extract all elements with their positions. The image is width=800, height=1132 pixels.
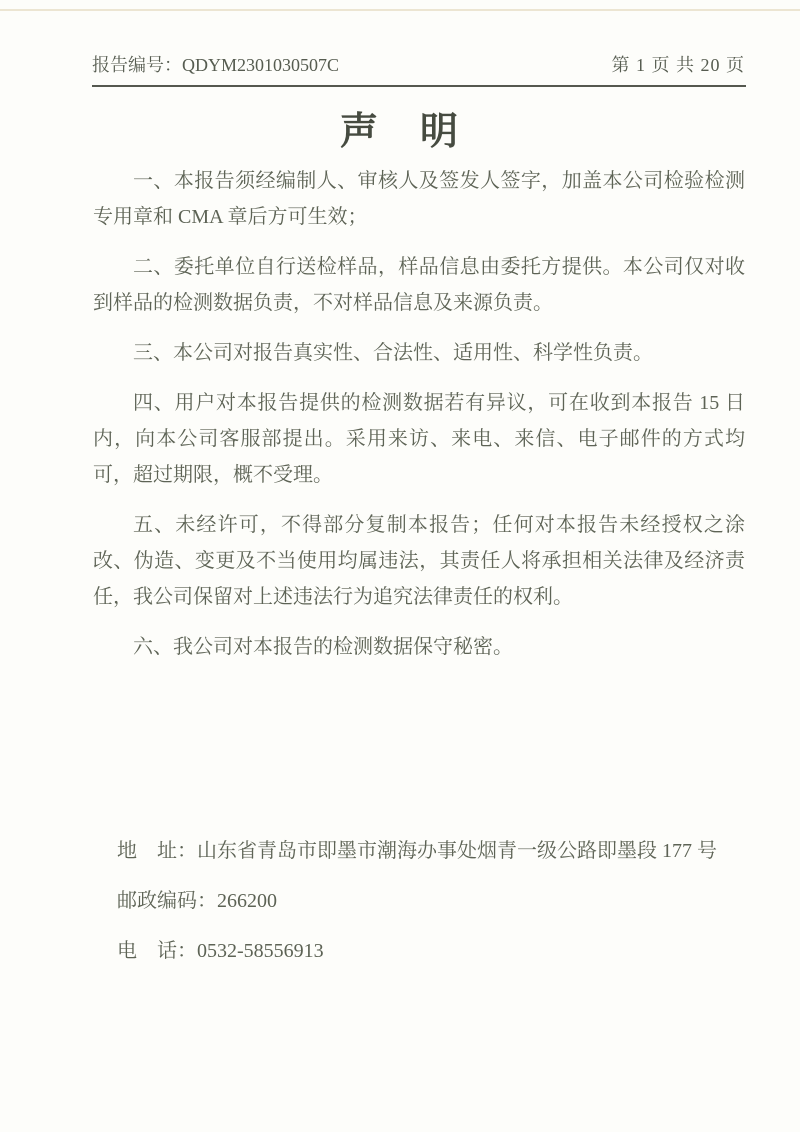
report-number [92, 54, 339, 76]
postal-code-value: 266200 [217, 890, 277, 912]
header-divider [92, 85, 746, 87]
page-indicator: 第 1 页 共 20 页 [611, 55, 745, 75]
address-label: 地 址： [117, 840, 197, 862]
report-number-value: QDYM2301030507C [182, 55, 340, 75]
postal-code-line [117, 876, 745, 926]
statement-6: 六、我公司对本报告的检测数据保守秘密。 [133, 636, 513, 658]
report-number-label: 报告编号： [92, 55, 182, 75]
statement-5: 五、未经许可，不得部分复制本报告；任何对本报告未经授权之涂改、伪造、变更及不当使用均属违法，其责任人将承担相关法律及经济责任，我公司保留对上述违法行为追究法律责任的权利。 [93, 514, 745, 608]
statement-3: 三、本公司对报告真实性、合法性、适用性、科学性负责。 [133, 342, 653, 364]
scan-edge-line [0, 9, 800, 11]
phone-line [117, 926, 745, 976]
statement-4: 四、用户对本报告提供的检测数据若有异议，可在收到本报告 15 日内，向本公司客服部提出。采用来访、来电、来信、电子邮件的方式均可，超过期限，概不受理。 [93, 392, 745, 486]
page-header [92, 54, 745, 76]
statement-body [93, 163, 745, 679]
phone-value: 0532-58556913 [197, 940, 324, 962]
page-title: 声 明 [339, 111, 460, 153]
phone-label: 电 话： [117, 940, 197, 962]
statement-2: 二、委托单位自行送检样品，样品信息由委托方提供。本公司仅对收到样品的检测数据负责，不对样品信息及来源负责。 [93, 256, 745, 314]
statement-1: 一、本报告须经编制人、审核人及签发人签字，加盖本公司检验检测专用章和 CMA 章后方可生效； [93, 170, 745, 228]
contact-info [117, 826, 745, 976]
postal-code-label: 邮政编码： [117, 890, 217, 912]
address-value: 山东省青岛市即墨市潮海办事处烟青一级公路即墨段 177 号 [197, 840, 717, 862]
address-line [117, 826, 745, 876]
